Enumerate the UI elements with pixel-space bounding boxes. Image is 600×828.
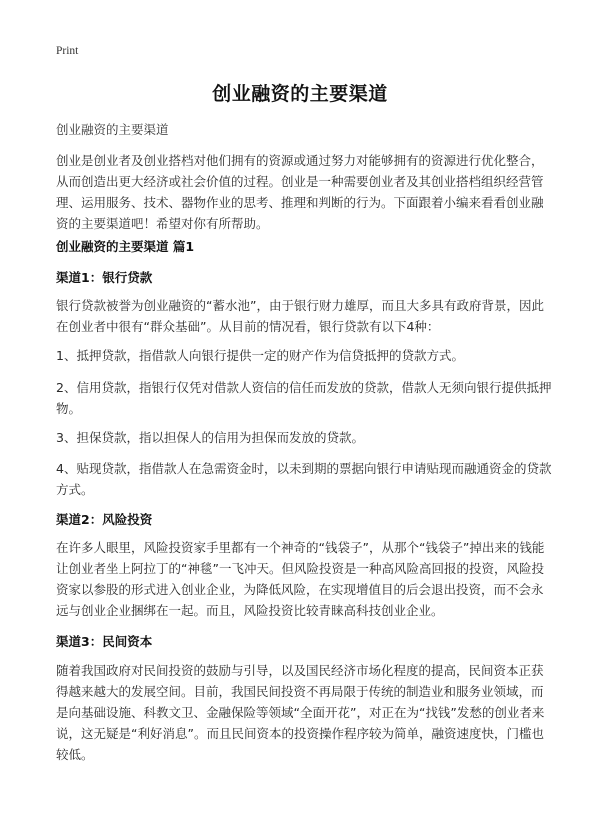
- channel-3-heading: 渠道3：民间资本: [56, 634, 153, 649]
- channel-1-paragraph: 银行贷款被誉为创业融资的“蓄水池”，由于银行财力雄厚，而且大多具有政府背景，因此在创业者中很有“群众基础”。从目前的情况看，银行贷款有以下4种：: [56, 298, 544, 334]
- intro-paragraph: 创业是创业者及创业搭档对他们拥有的资源或通过努力对能够拥有的资源进行优化整合，从而创造出更大经济或社会价值的过程。创业是一种需要创业者及其创业搭档组织经营管理、运用服务、技术、器物作业的思考、推理和判断的行为。下面跟着小编来看看创业融资的主要渠道吧！希望对你有所帮助。: [56, 153, 544, 231]
- channel-1-item-3: 3、担保贷款，指以担保人的信用为担保而发放的贷款。: [56, 430, 364, 445]
- print-link[interactable]: Print: [56, 45, 79, 57]
- channel-1-item-1: 1、抵押贷款，指借款人向银行提供一定的财产作为信贷抵押的贷款方式。: [56, 348, 464, 363]
- channel-1-item-4: 4、贴现贷款，指借款人在急需资金时，以未到期的票据向银行申请贴现而融通资金的贷款方式。: [56, 461, 552, 497]
- channel-1-item-2: 2、信用贷款，指银行仅凭对借款人资信的信任而发放的贷款，借款人无须向银行提供抵押物。: [56, 380, 552, 416]
- document-subtitle: 创业融资的主要渠道: [56, 122, 169, 137]
- channel-2-paragraph: 在许多人眼里，风险投资家手里都有一个神奇的“钱袋子”，从那个“钱袋子”掉出来的钱能让创业者坐上阿拉丁的“神毯”一飞冲天。但风险投资是一种高风险高回报的投资，风险投资家以参股的形式进入创业企业，为降低风险，在实现增值目的后会退出投资，而不会永远与创业企业捆绑在一起。而且，风险投资比较青睐高科技创业企业。: [56, 540, 545, 618]
- page-title: 创业融资的主要渠道: [212, 83, 388, 105]
- channel-2-heading: 渠道2：风险投资: [56, 512, 153, 527]
- channel-1-heading: 渠道1：银行贷款: [56, 270, 153, 285]
- channel-3-paragraph: 随着我国政府对民间投资的鼓励与引导，以及国民经济市场化程度的提高，民间资本正获得越来越大的发展空间。目前，我国民间投资不再局限于传统的制造业和服务业领域，而是向基础设施、科教文卫、金融保险等领域“全面开花”，对正在为“找钱”发愁的创业者来说，这无疑是“利好消息”。而且民间资本的投资操作程序较为简单，融资速度快，门槛也较低。: [56, 663, 545, 762]
- section-heading: 创业融资的主要渠道 篇1: [56, 239, 195, 254]
